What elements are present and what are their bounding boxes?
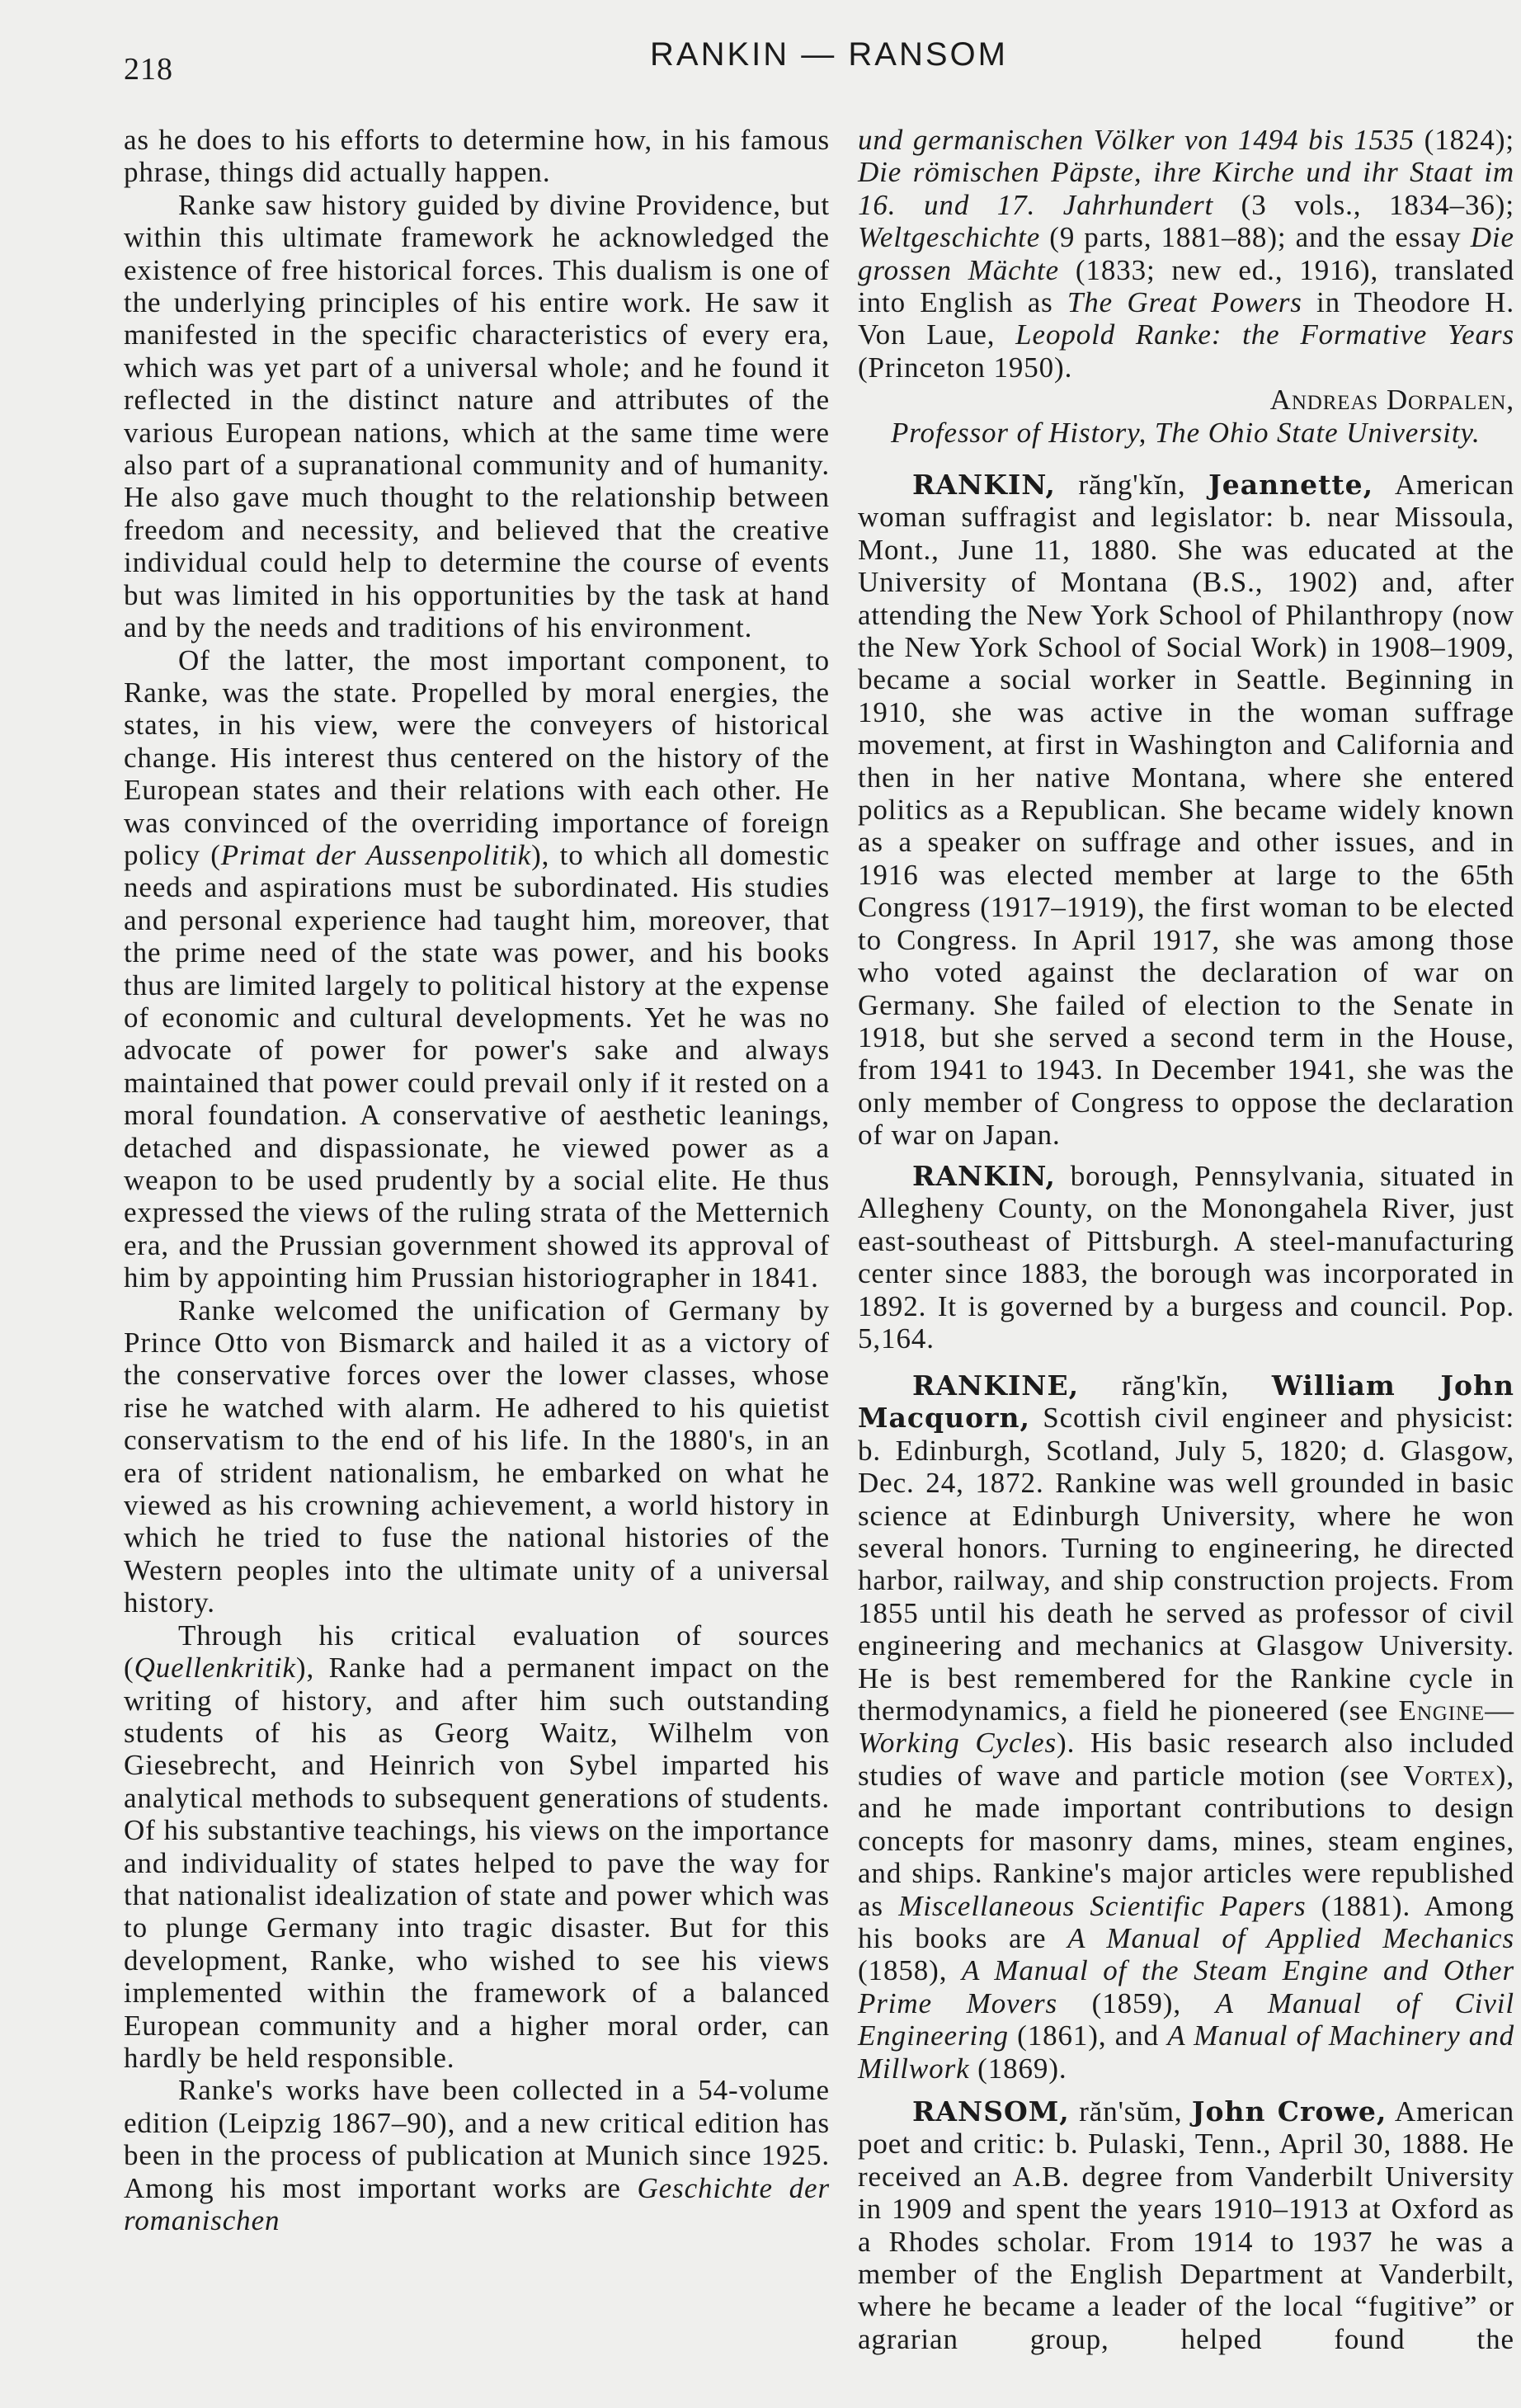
text-segment: (9 parts, 1881–88); and the essay — [1040, 221, 1471, 254]
entry-paragraph — [858, 1160, 1514, 1355]
text-segment: (1833; new ed., 1916), translated into English as — [858, 253, 1514, 319]
headword: Jeannette, — [1208, 469, 1374, 501]
ranke-article-continuation — [858, 124, 1514, 449]
text-segment: borough, Pennsylvania, situated in Allegheny County, on the Monongahela River, just east-southeast of Pittsburgh. A steel-manufacturing center since 1883, the borough was incorporated in 1892. It is governed by a burgess and council. Pop. 5,164. — [858, 1160, 1514, 1355]
paragraph — [124, 1619, 830, 2075]
text-segment: (Princeton 1950). — [858, 351, 1073, 384]
italic-text: A Manual of Machinery and Millwork — [858, 2019, 1514, 2085]
text-segment: ), to which all domestic needs and aspirations must be subordinated. His studies and personal experience had taught him, moreover, that the prime need of the state was power, and his books thus are limited largely to political history at the expense of economic and cultural developments. Yet he was no advocate of power for power's sake and always maintained that power could prevail only if it rested on a moral foundation. A conservative of aesthetic leanings, detached and dispassionate, he viewed power as a weapon to be used prudently by a social elite. He thus expressed the views of the ruling strata of the Metternich era, and the Prussian government showed its approval of him by appointing him Prussian historiographer in 1841. — [124, 838, 831, 1294]
paragraph — [124, 2074, 830, 2236]
left-column — [124, 124, 830, 2236]
text-segment: Ranke welcomed the unification of Germany by Prince Otto von Bismarck and hailed it as a victory of the conservative forces over the lower classes, whose rise he watched with alarm. He adhered to his quietist conservatism to the end of his life. In the 1880's, in an era of strident nationalism, he embarked on what he viewed as his crowning achievement, a world history in which he tried to fuse the national histories of the Western peoples into the ultimate unity of a universal history. — [124, 1294, 830, 1619]
entry-rankin-borough — [858, 1160, 1514, 1355]
small-caps-reference: Engine — [1398, 1694, 1486, 1727]
text-segment: — — [1485, 1694, 1514, 1727]
entry-paragraph — [858, 1369, 1514, 2085]
headword: RANKIN, — [912, 469, 1056, 501]
text-segment: as he does to his efforts to determine how, in his famous phrase, things did actually happen. — [124, 124, 830, 189]
entry-paragraph — [858, 2095, 1514, 2355]
italic-text: Working Cycles — [858, 1727, 1057, 1760]
text-segment: Ranke's works have been collected in a 54-volume edition (Leipzig 1867–90), and a new critical edition has been in the process of publication at Munich since 1925. Among his most important works are — [124, 2074, 830, 2204]
text-segment: (1824); — [1415, 124, 1514, 156]
text-segment: răn'sŭm, — [1069, 2095, 1192, 2128]
text-segment: Scottish civil engineer and physicist: b. Edinburgh, Scotland, July 5, 1820; d. Glasgow, Dec. 24, 1872. Rankine was well grounded in basic science at Edinburgh University, where he won several honors. Turning to engineering, he directed harbor, railway, and ship construction projects. From 1855 until his death he served as professor of civil engineering and mechanics at Glasgow University. He is best remembered for the Rankine cycle in thermodynamics, a field he pioneered (see — [858, 1402, 1514, 1727]
italic-text: A Manual of the Steam Engine and Other Prime Movers — [858, 1954, 1515, 2019]
entry-rankine — [858, 1369, 1514, 2085]
author-signature: Andreas Dorpalen, — [1269, 384, 1514, 417]
italic-text: The Great Powers — [1067, 286, 1302, 319]
italic-text: Primat der Aussenpolitik — [220, 838, 532, 871]
italic-text: Geschichte der romanischen — [124, 2171, 830, 2236]
running-title: RANKIN — RANSOM — [650, 36, 1008, 73]
text-segment: (1881). Among his books are — [858, 1889, 1514, 1954]
text-segment: Ranke saw history guided by divine Providence, but within this ultimate framework he acknowledged the existence of free historical forces. This dualism is one of the underlying principles of his entire work. He saw it manifested in the specific characteristics of every era, which was yet part of a universal whole; and he found it reflected in the distinct nature and attributes of the various European nations, which at the same time were also part of a supranational community and of humanity. He also gave much thought to the relationship between freedom and necessity, and believed that the creative individual could help to determine the course of events but was limited in his opportunities by the task at hand and by the needs and traditions of his environment. — [124, 188, 830, 644]
italic-text: Quellenkritik — [134, 1652, 296, 1685]
headword: William John Macquorn, — [858, 1369, 1514, 1435]
text-segment: in Theodore H. Von Laue, — [858, 286, 1515, 351]
italic-text: A Manual of Civil Engineering — [858, 1986, 1514, 2052]
text-segment: Through his critical evaluation of sources ( — [124, 1619, 830, 1685]
italic-text: A Manual of Applied Mechanics — [1067, 1921, 1514, 1954]
bibliography-paragraph — [858, 124, 1514, 384]
italic-text: Leopold Ranke: the Formative Years — [1015, 318, 1514, 351]
text-segment: Of the latter, the most important component, to Ranke, was the state. Propelled by moral energies, the states, in his view, were the conveyers of historical change. His interest thus centered on the history of the European states and their relations with each other. He was convinced of the overriding importance of foreign policy ( — [124, 643, 830, 871]
page-number: 218 — [124, 52, 173, 87]
headword: RANSOM, — [912, 2095, 1070, 2128]
paragraph — [124, 644, 830, 1294]
entry-rankin-jeannette — [858, 469, 1514, 1152]
text-segment: (1869). — [969, 2052, 1067, 2085]
headword: RANKIN, — [912, 1160, 1056, 1192]
headword: John Crowe, — [1191, 2095, 1387, 2128]
italic-text: Die römischen Päpste, ihre Kirche und ihr Staat im 16. und 17. Jahrhundert — [858, 156, 1514, 221]
italic-text: Die grossen Mächte — [858, 221, 1514, 286]
text-segment: (1858), — [858, 1954, 963, 1987]
author-affiliation: Professor of History, The Ohio State University. — [891, 416, 1481, 449]
paragraph — [124, 1294, 830, 1619]
entry-ransom — [858, 2095, 1514, 2355]
text-segment: (3 vols., 1834–36); — [1213, 188, 1514, 221]
text-segment: răng'kĭn, — [1055, 469, 1209, 501]
paragraph — [124, 124, 830, 189]
italic-text: und germanischen Völker von 1494 bis 1535 — [858, 124, 1415, 156]
text-segment: American poet and critic: b. Pulaski, Tenn., April 30, 1888. He received an A.B. degree from Vanderbilt University in 1909 and spent the years 1910–1913 at Oxford as a Rhodes scholar. From 1914 to 1937 he was a member of the English Department at Vanderbilt, where he became a leader of the local “fugitive” or agrarian group, helped found the — [858, 2095, 1515, 2355]
italic-text: Miscellaneous Scientific Papers — [898, 1889, 1307, 1922]
text-segment: (1859), — [1057, 1986, 1216, 2019]
text-segment: ). His basic research also included studies of wave and particle motion (see — [858, 1727, 1514, 1792]
text-segment: ), and he made important contributions to design concepts for masonry dams, mines, steam engines, and ships. Rankine's major articles were republished as — [858, 1759, 1514, 1922]
text-segment: American woman suffragist and legislator: b. near Missoula, Mont., June 11, 1880. She was educated at the University of Montana (B.S., 1902) and, after attending the New York School of Philanthropy (now the New York School of Social Work) in 1908–1909, became a social worker in Seattle. Beginning in 1910, she was active in the woman suffrage movement, at first in Washington and California and then in her native Montana, where she entered politics as a Republican. She became widely known as a speaker on suffrage and other issues, and in 1916 was elected member at large to the 65th Congress (1917–1919), the first woman to be elected to Congress. In April 1917, she was among those who voted against the declaration of war on Germany. She failed of election to the Senate in 1918, but she served a second term in the House, from 1941 to 1943. In December 1941, she was the only member of Congress to oppose the declaration of war on Japan. — [858, 469, 1514, 1152]
entry-paragraph — [858, 469, 1514, 1152]
small-caps-reference: Vortex — [1403, 1759, 1496, 1792]
text-segment: ), Ranke had a permanent impact on the writing of history, and after him such outstanding students of his as Georg Waitz, Wilhelm von Giesebrecht, and Heinrich von Sybel imparted his analytical methods to subsequent generations of students. Of his substantive teachings, his views on the importance and individuality of states helped to pave the way for that nationalist idealization of state and power which was to plunge Germany into tragic disaster. But for this development, Ranke, who wished to see his views implemented within the framework of a balanced European community and a higher moral order, can hardly be held responsible. — [124, 1652, 830, 2074]
italic-text: Weltgeschichte — [858, 221, 1041, 254]
paragraph — [124, 189, 830, 644]
headword: RANKINE, — [912, 1369, 1080, 1402]
text-segment: răng'kĭn, — [1079, 1369, 1272, 1402]
text-segment: (1861), and — [1008, 2019, 1168, 2052]
